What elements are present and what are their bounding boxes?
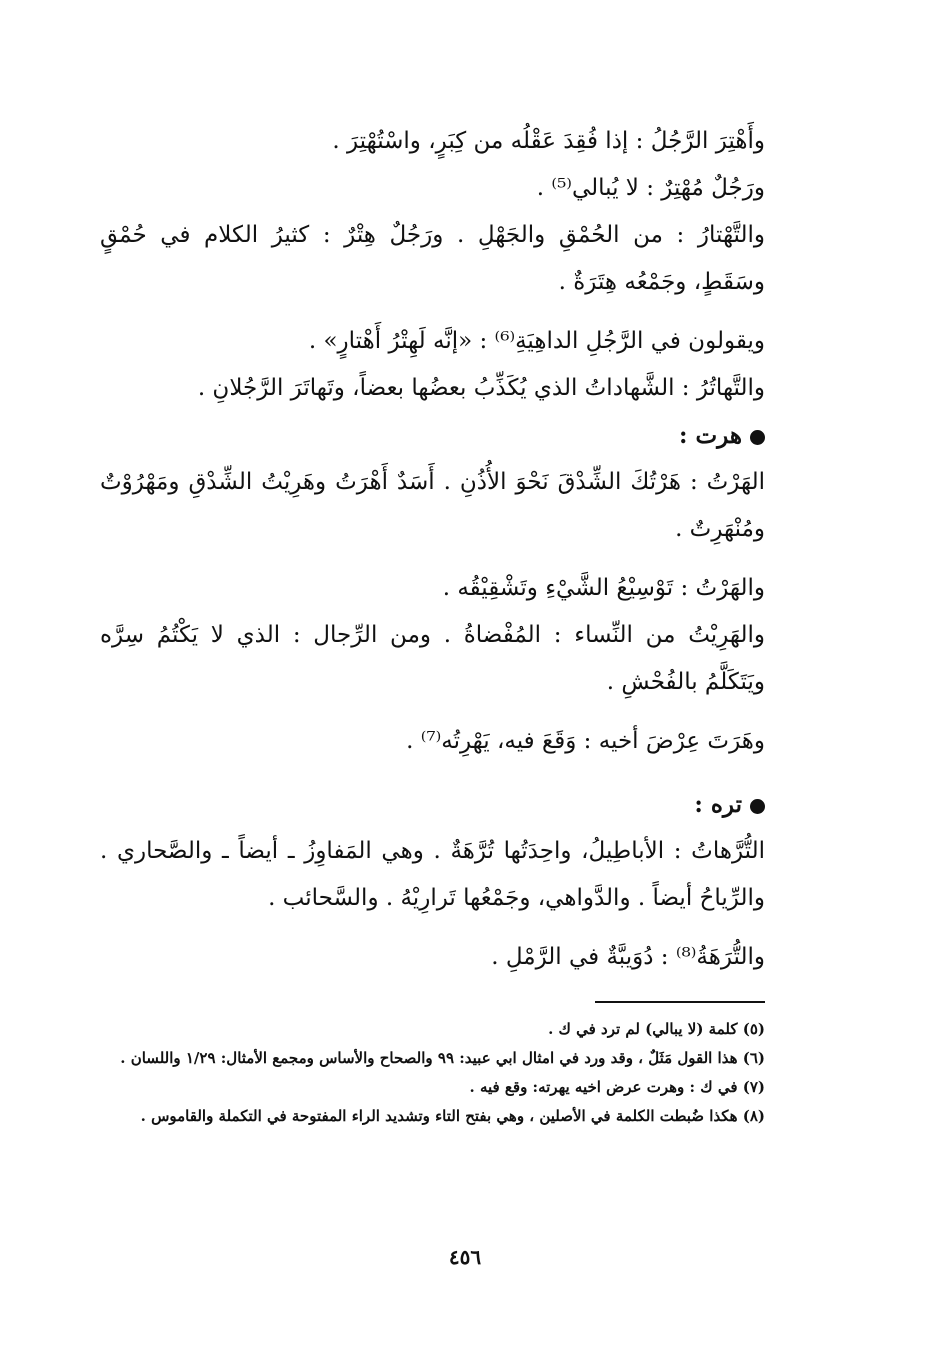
paragraph-dahiya: ويقولون في الرَّجُلِ الداهِيَةِ⁽⁶⁾ : «إنَّه لَهِتْرُ أَهْتارٍ» . [308, 328, 765, 354]
footnotes [100, 1015, 765, 1131]
entry-heading-trh-label: تره : [694, 791, 742, 818]
paragraph-tahatur: والتَّهاتُرُ : الشَّهاداتُ الذي يُكَذِّبُ بعضُها بعضاً، وتَهاتَرَ الرَّجُلانِ . [197, 375, 765, 401]
page-content [100, 118, 765, 1131]
entry-heading-trh [100, 781, 765, 828]
bullet-icon [750, 430, 765, 445]
page-number: ٤٥٦ [448, 1245, 482, 1269]
entry-heading-hrt-label: هرت : [679, 422, 742, 449]
paragraph-ird: وهَرَتَ عِرْضَ أخيه : وَقَعَ فيه، يَهْرِتُه⁽⁷⁾ . [406, 728, 765, 754]
footnote-divider [595, 1001, 765, 1003]
paragraph-hart: الهَرْتُ : هَرْتُكَ الشِّدْقَ نَحْوَ الأُذُنِ . أَسَدٌ أَهْرَتُ وهَرِيْتُ الشِّدْقِ ومَهْرُوْتٌ ومُنْهَرِتٌ . [100, 469, 765, 542]
bullet-icon [750, 799, 765, 814]
footnote-5: (٥) كلمة (لا يبالي) لم ترد في ك . [548, 1020, 765, 1038]
entry-heading-hrt [100, 412, 765, 459]
footnote-6: (٦) هذا القول مَثَلٌ ، وقد ورد في امثال ابي عبيد: ٩٩ والصحاح والأساس ومجمع الأمثال: ١/٢٩ واللسان . [120, 1049, 765, 1067]
paragraph-turrahat: التُّرَّهاتُ : الأباطِيلُ، واحِدَتُها تُرَّهَةٌ . وهي المَفاوِزُ ـ أيضاً ـ والصَّحاري . والرِّياحُ أيضاً . والدَّواهي، وجَمْعُها تَرارِيْهُ . والسَّحائب . [100, 838, 765, 911]
footnote-8: (٨) هكذا ضُبطت الكلمة في الأصلين ، وهي بفتح التاء وتشديد الراء المفتوحة في التكملة والقاموس . [140, 1107, 765, 1125]
paragraph-tawsi: والهَرْتُ : تَوْسِيْعُ الشَّيْءِ وتَشْقِيْقُه . [442, 575, 765, 601]
paragraph-turaha: والتُّرَهَةُ⁽⁸⁾ : دُوَيبَّةٌ في الرَّمْلِ . [491, 944, 765, 970]
paragraph-tahtar: والتَّهْتارُ : من الحُمْقِ والجَهْلِ . ورَجُلٌ هِتْرٌ : كثيرُ الكلام في حُمْقٍ وسَقَطٍ، وجَمْعُه هِتَرَةٌ . [100, 222, 765, 295]
paragraph-muhtir: ورَجُلٌ مُهْتِرٌ : لا يُبالي⁽⁵⁾ . [536, 175, 765, 201]
paragraph-harit: والهَرِيْتُ من النِّساء : المُفْضاةُ . ومن الرِّجال : الذي لا يَكْتُمُ سِرَّه ويَتَكَلَّمُ بالفُحْشِ . [100, 622, 765, 695]
paragraph-ahtara: وأَهْتِرَ الرَّجُلُ : إذا فُقِدَ عَقْلُه من كِبَرٍ، واسْتُهْتِرَ . [332, 128, 765, 154]
main-text [100, 118, 765, 981]
footnote-7: (٧) في ك : وهرت عرض اخيه يهرته: وقع فيه . [469, 1078, 765, 1096]
